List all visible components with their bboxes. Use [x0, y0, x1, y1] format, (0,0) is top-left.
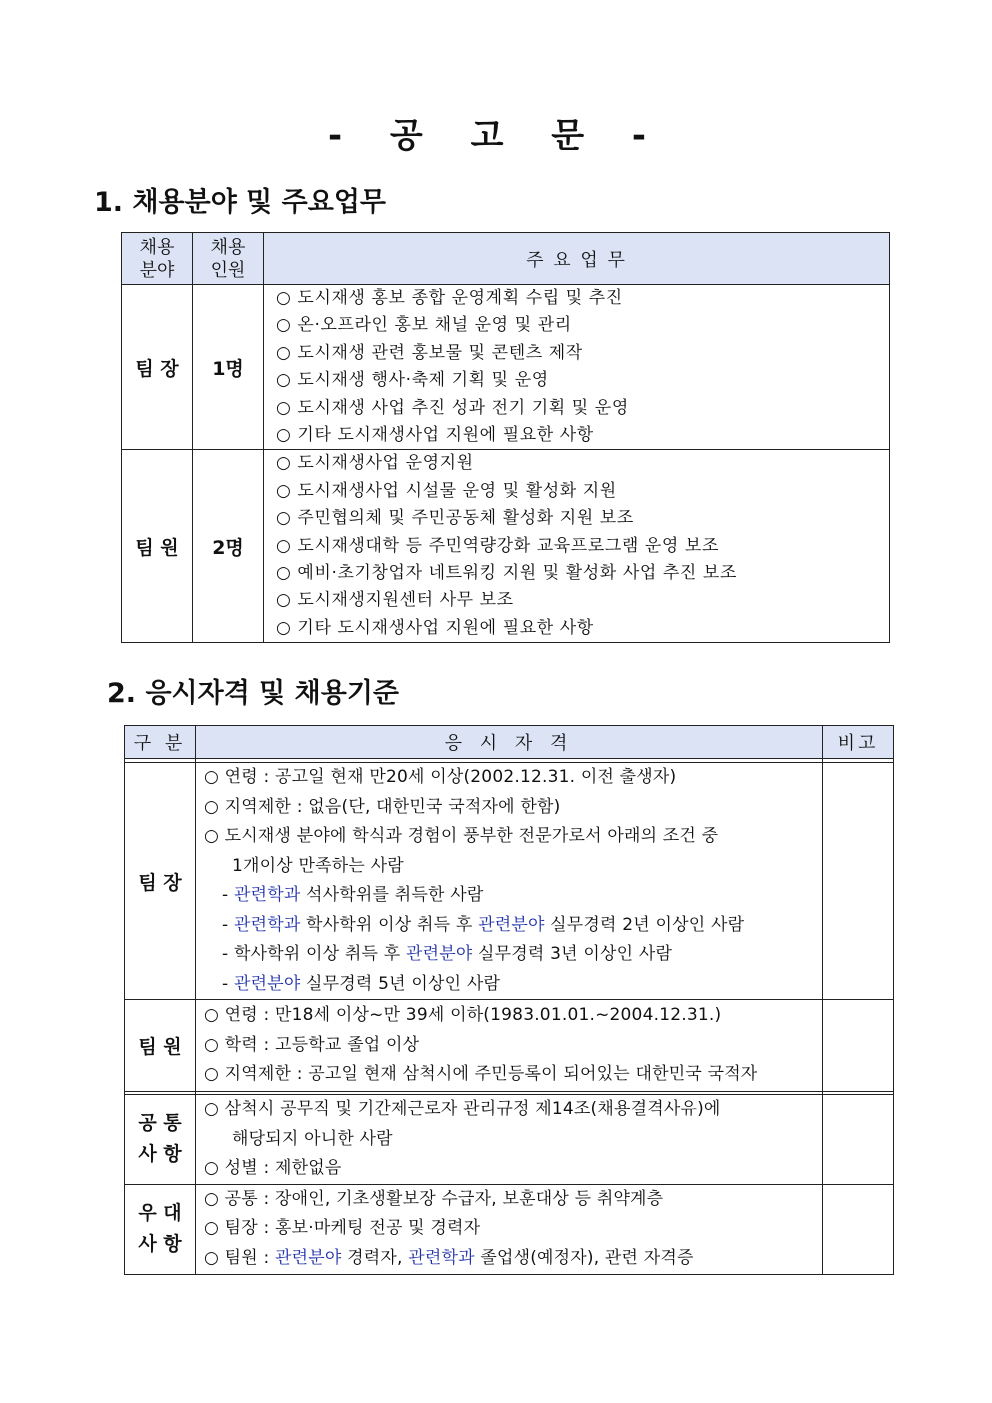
note-cell	[823, 763, 894, 1000]
category-line: 공 통	[138, 1112, 182, 1135]
qualification-cell	[196, 1000, 823, 1092]
table-header-row	[125, 726, 894, 759]
count-cell: 2명	[193, 450, 264, 643]
table-row	[122, 450, 890, 643]
highlight-text: 관련분야	[405, 944, 473, 964]
list-item: 1개이상 만족하는 사람	[232, 855, 404, 876]
list-item: ○ 기타 도시재생사업 지원에 필요한 사항	[276, 425, 594, 446]
list-item: ○ 성별 : 제한없음	[204, 1158, 342, 1178]
table-row	[122, 285, 890, 450]
list-item: ○ 도시재생 홍보 종합 운영계획 수립 및 추진	[276, 288, 623, 308]
list-item: ○ 도시재생 분야에 학식과 경험이 풍부한 전문가로서 아래의 조건 중	[204, 826, 719, 846]
qualification-cell	[196, 1184, 823, 1274]
list-item: ○ 도시재생사업 시설물 운영 및 활성화 지원	[276, 480, 617, 501]
highlight-text: 관련학과	[233, 914, 301, 935]
list-item: ○ 기타 도시재생사업 지원에 필요한 사항	[276, 617, 594, 638]
header-field: 채용 분야	[122, 233, 193, 285]
duties-cell	[264, 285, 890, 450]
highlight-text: 관련분야	[275, 1247, 342, 1268]
list-item: ○ 주민협의체 및 주민공동체 활성화 지원 보조	[276, 508, 634, 529]
table-row	[125, 1184, 894, 1274]
document-title: - 공 고 문 -	[327, 116, 665, 156]
list-item: ○ 팀장 : 홍보·마케팅 전공 및 경력자	[204, 1218, 481, 1239]
category-line: 사 항	[138, 1233, 182, 1255]
body-text: - 학사학위 이상 취득 후	[222, 944, 406, 964]
body-text: 졸업생(예정자), 관련 자격증	[474, 1247, 694, 1268]
table-row	[125, 1095, 894, 1185]
list-item	[204, 881, 822, 911]
list-item: ○ 지역제한 : 공고일 현재 삼척시에 주민등록이 되어있는 대한민국 국적자	[204, 1064, 758, 1085]
note-cell	[823, 1184, 894, 1274]
list-item: ○ 연령 : 만18세 이상~만 39세 이하(1983.01.01.~2004.12.31.)	[204, 1005, 722, 1026]
dash-text: -	[222, 914, 234, 935]
table-header-row	[122, 233, 890, 285]
list-item: ○ 연령 : 공고일 현재 만20세 이상(2002.12.31. 이전 출생자)	[204, 767, 677, 787]
note-cell	[823, 1095, 894, 1185]
list-item: 해당되지 아니한 사람	[232, 1128, 393, 1149]
qualification-cell	[196, 1095, 823, 1185]
list-item: ○ 도시재생대학 등 주민역량강화 교육프로그램 운영 보조	[276, 535, 719, 556]
qualification-table	[124, 725, 894, 1275]
header-note: 비고	[823, 726, 894, 759]
duties-cell	[264, 450, 890, 643]
body-text: 석사학위를 취득한 사람	[300, 885, 484, 905]
list-item	[204, 940, 822, 970]
list-item: ○ 도시재생지원센터 사무 보조	[276, 590, 514, 611]
body-text: 학사학위 이상 취득 후	[300, 914, 479, 935]
category-cell: 팀 장	[125, 763, 196, 1000]
list-item: ○ 예비·초기창업자 네트워킹 지원 및 활성화 사업 추진 보조	[276, 563, 737, 584]
dash-text: -	[222, 885, 234, 905]
table-row	[125, 763, 894, 1000]
highlight-text: 관련학과	[408, 1247, 475, 1268]
list-item: ○ 학력 : 고등학교 졸업 이상	[204, 1034, 420, 1055]
category-line: 사 항	[138, 1143, 182, 1166]
list-item: ○ 도시재생 관련 홍보물 및 콘텐츠 제작	[276, 342, 583, 363]
recruitment-table	[121, 232, 890, 643]
highlight-text: 관련분야	[478, 914, 545, 935]
field-cell: 팀 원	[122, 450, 193, 643]
list-item: ○ 온·오프라인 홍보 채널 운영 및 관리	[276, 315, 572, 336]
category-cell	[125, 1184, 196, 1274]
note-cell	[823, 1000, 894, 1092]
count-cell: 1명	[193, 285, 264, 450]
qualification-cell	[196, 763, 823, 1000]
body-text: 실무경력 2년 이상인 사람	[544, 914, 745, 935]
list-item: ○ 공통 : 장애인, 기초생활보장 수급자, 보훈대상 등 취약계층	[204, 1188, 664, 1209]
list-item: ○ 도시재생 행사·축제 기획 및 운영	[276, 370, 549, 391]
header-category: 구 분	[125, 726, 196, 759]
section-heading-recruitment: 1. 채용분야 및 주요업무	[94, 187, 386, 218]
list-item: ○ 도시재생 사업 추진 성과 전기 기획 및 운영	[276, 397, 629, 418]
list-item: ○ 지역제한 : 없음(단, 대한민국 국적자에 한함)	[204, 796, 561, 817]
table-row	[125, 1000, 894, 1092]
list-item	[204, 970, 822, 1000]
section-heading-qualifications: 2. 응시자격 및 채용기준	[107, 678, 399, 709]
list-item	[204, 1244, 822, 1274]
field-cell: 팀 장	[122, 285, 193, 450]
category-cell	[125, 1095, 196, 1185]
list-item: ○ 도시재생사업 운영지원	[276, 453, 474, 474]
header-duties: 주 요 업 무	[264, 233, 890, 285]
body-text: 실무경력 3년 이상인 사람	[472, 944, 673, 964]
dash-text: -	[222, 973, 234, 994]
category-line: 우 대	[138, 1202, 182, 1224]
body-text: 실무경력 5년 이상인 사람	[300, 973, 501, 994]
list-item	[204, 911, 822, 941]
body-text: 경력자,	[341, 1247, 409, 1268]
highlight-text: 관련분야	[233, 973, 301, 994]
body-text: ○ 팀원 :	[204, 1247, 276, 1268]
highlight-text: 관련학과	[233, 885, 301, 905]
list-item: ○ 삼척시 공무직 및 기간제근로자 관리규정 제14조(채용결격사유)에	[204, 1099, 721, 1119]
header-count: 채용 인원	[193, 233, 264, 285]
category-cell: 팀 원	[125, 1000, 196, 1092]
header-qualification: 응 시 자 격	[196, 726, 823, 759]
